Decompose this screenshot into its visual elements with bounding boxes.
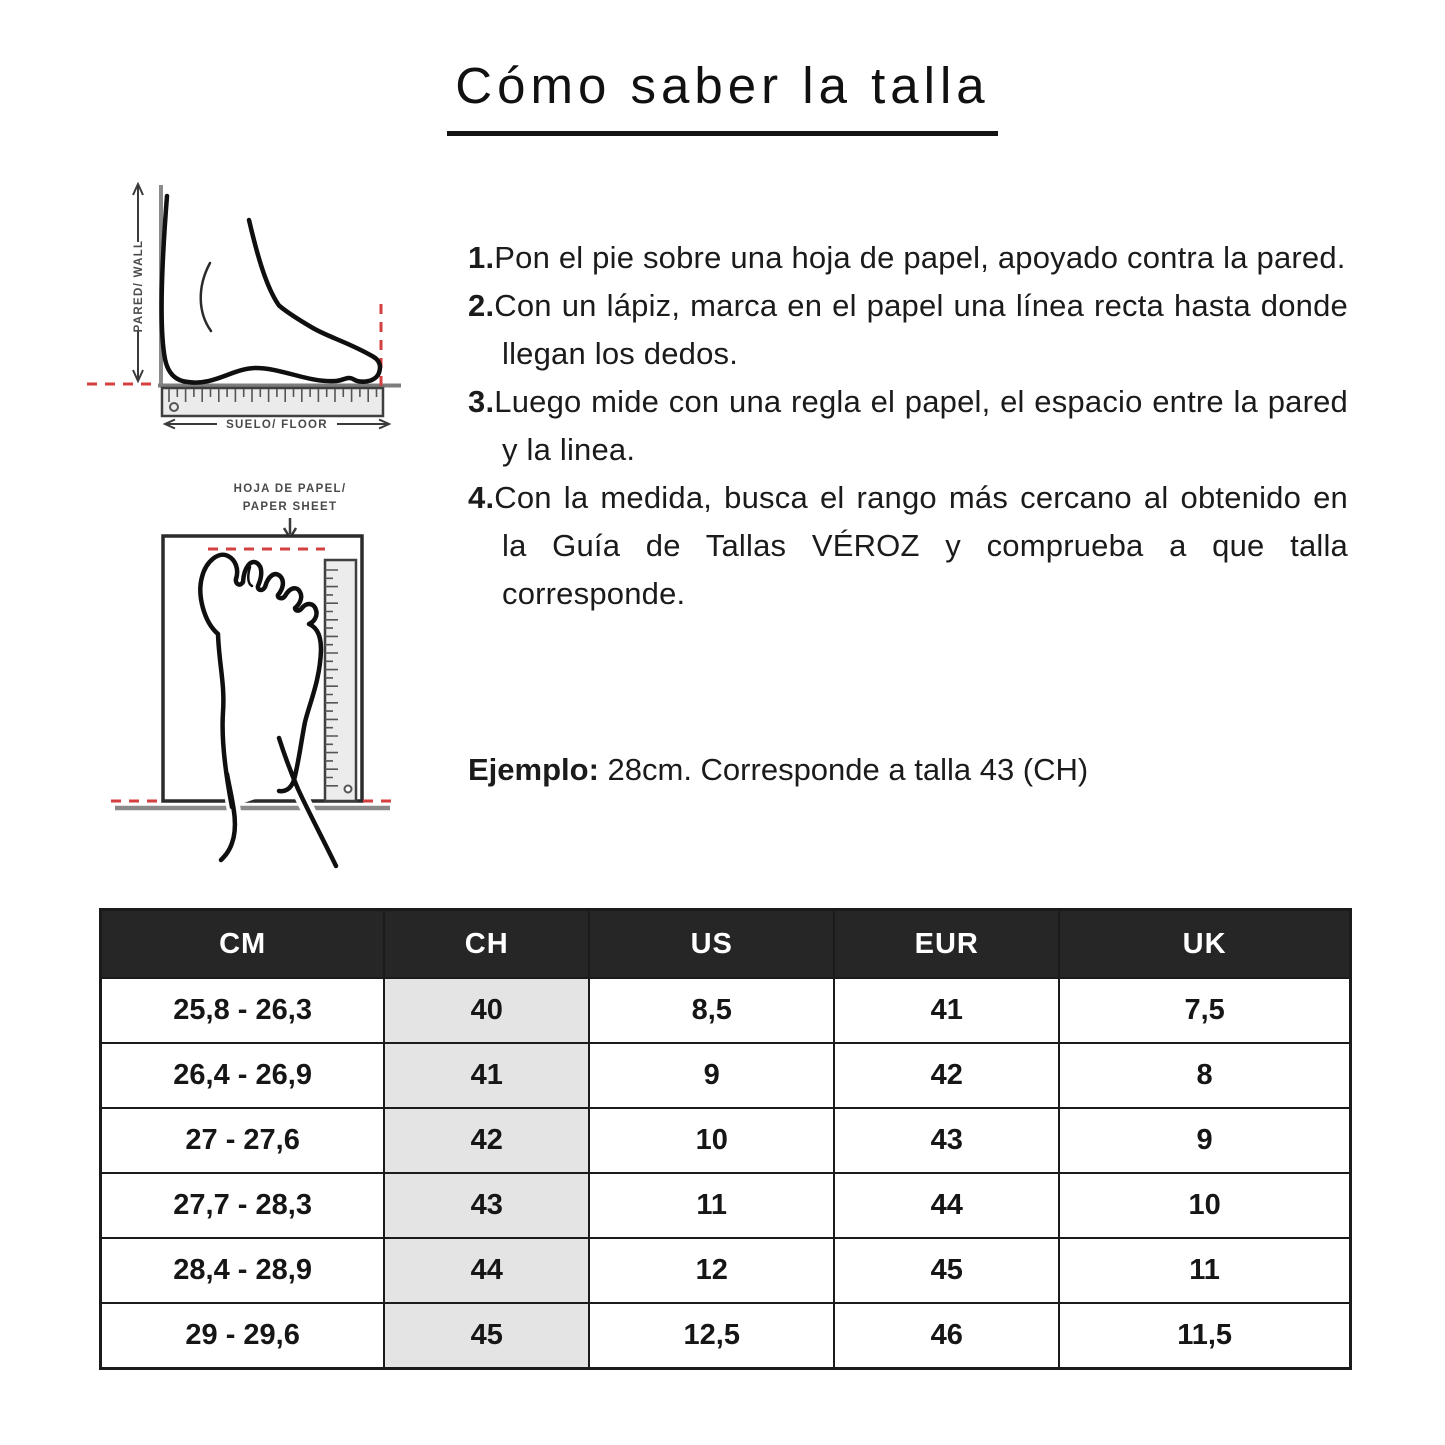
table-cell: 43 [384, 1173, 589, 1238]
instruction-item [468, 234, 1348, 282]
foot-top-diagram [85, 474, 425, 898]
table-cell: 27,7 - 28,3 [101, 1173, 385, 1238]
table-cell: 25,8 - 26,3 [101, 978, 385, 1043]
table-cell: 8,5 [589, 978, 834, 1043]
table-row [101, 1238, 1351, 1303]
table-cell: 9 [589, 1043, 834, 1108]
table-row [101, 1303, 1351, 1369]
instruction-item [468, 282, 1348, 378]
instruction-number: 1. [468, 240, 495, 275]
size-table-body [101, 978, 1351, 1369]
table-cell: 9 [1059, 1108, 1350, 1173]
table-cell: 44 [834, 1173, 1059, 1238]
table-cell: 46 [834, 1303, 1059, 1369]
instruction-item [468, 378, 1348, 474]
table-cell: 29 - 29,6 [101, 1303, 385, 1369]
title-wrap [0, 56, 1445, 136]
instruction-number: 3. [468, 384, 495, 419]
ruler-horizontal [162, 388, 383, 416]
ruler-vertical [325, 560, 356, 801]
table-cell: 8 [1059, 1043, 1350, 1108]
table-cell: 43 [834, 1108, 1059, 1173]
table-cell: 45 [384, 1303, 589, 1369]
table-row [101, 1108, 1351, 1173]
table-cell: 7,5 [1059, 978, 1350, 1043]
table-cell: 12 [589, 1238, 834, 1303]
table-cell: 44 [384, 1238, 589, 1303]
table-cell: 42 [834, 1043, 1059, 1108]
table-row [101, 1043, 1351, 1108]
paper-label-line1: HOJA DE PAPEL/ [233, 483, 347, 495]
column-header: UK [1059, 910, 1350, 979]
instruction-text: Con un lápiz, marca en el papel una línea recta hasta donde llegan los dedos. [494, 288, 1348, 371]
column-header: CH [384, 910, 589, 979]
table-cell: 45 [834, 1238, 1059, 1303]
column-header: US [589, 910, 834, 979]
table-row [101, 978, 1351, 1043]
table-cell: 27 - 27,6 [101, 1108, 385, 1173]
wall-label: PARED/ WALL [133, 239, 145, 333]
example-label: Ejemplo: [468, 752, 599, 787]
column-header: EUR [834, 910, 1059, 979]
size-table [99, 908, 1352, 1370]
instruction-item [468, 474, 1348, 618]
paper-label-line2: PAPER SHEET [242, 501, 338, 513]
table-cell: 10 [1059, 1173, 1350, 1238]
table-cell: 26,4 - 26,9 [101, 1043, 385, 1108]
table-cell: 11 [1059, 1238, 1350, 1303]
table-row [101, 1173, 1351, 1238]
instruction-text: Con la medida, busca el rango más cercano al obtenido en la Guía de Tallas VÉROZ y comprueba a que talla corresponde. [494, 480, 1348, 611]
example-line [468, 752, 1088, 788]
column-header: CM [101, 910, 385, 979]
table-cell: 41 [384, 1043, 589, 1108]
table-cell: 11 [589, 1173, 834, 1238]
table-cell: 40 [384, 978, 589, 1043]
table-cell: 10 [589, 1108, 834, 1173]
table-cell: 28,4 - 28,9 [101, 1238, 385, 1303]
table-cell: 12,5 [589, 1303, 834, 1369]
example-text: 28cm. Corresponde a talla 43 (CH) [598, 752, 1089, 787]
table-cell: 11,5 [1059, 1303, 1350, 1369]
page-title: Cómo saber la talla [447, 56, 997, 136]
instructions-list [468, 234, 1348, 618]
size-table-header-row [101, 910, 1351, 979]
instruction-text: Pon el pie sobre una hoja de papel, apoyado contra la pared. [494, 240, 1346, 275]
table-cell: 42 [384, 1108, 589, 1173]
table-cell: 41 [834, 978, 1059, 1043]
foot-outline [162, 196, 380, 383]
foot-side-diagram [85, 170, 425, 462]
instruction-text: Luego mide con una regla el papel, el espacio entre la pared y la linea. [494, 384, 1348, 467]
instruction-number: 2. [468, 288, 495, 323]
instruction-number: 4. [468, 480, 495, 515]
floor-label: SUELO/ FLOOR [226, 419, 328, 431]
